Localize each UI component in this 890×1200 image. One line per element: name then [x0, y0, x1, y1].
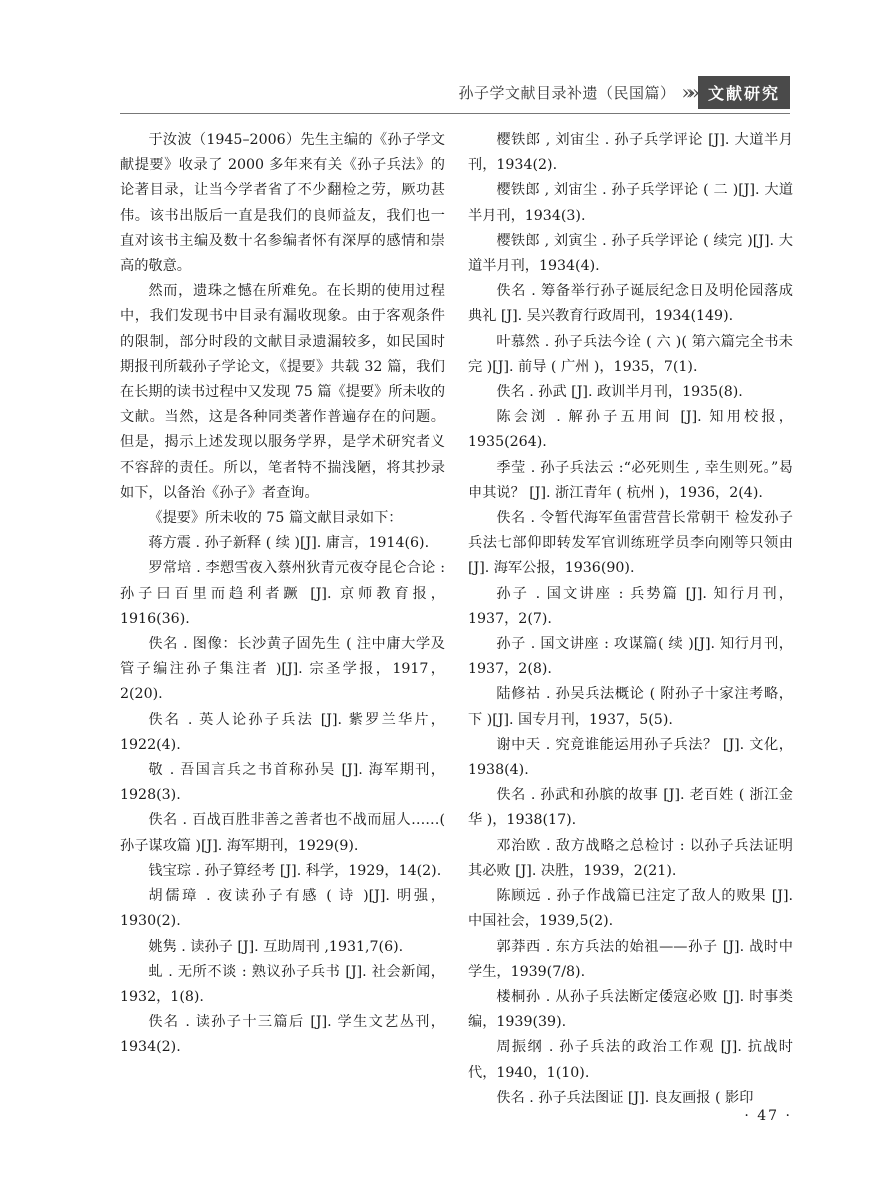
page-number: · 47 ·: [744, 1108, 792, 1124]
reference-entry: 叶慕然 . 孙子兵法今诠 ( 六 )( 第六篇完全书未完 )[J]. 前导 ( 广州 )，1935，7(1).: [468, 333, 793, 375]
reference-entry: 佚名 . 孙武和孙膑的故事 [J]. 老百姓 ( 浙江金华 )，1938(17).: [468, 787, 793, 829]
reference-entry: 佚名 . 百战百胜非善之善者也不战而屈人……( 孙子谋攻篇 )[J]. 海军期刊，1929(9).: [120, 812, 445, 854]
reference-entry: 周振纲 . 孙子兵法的政治工作观 [J]. 抗战时代，1940，1(10).: [468, 1039, 793, 1081]
reference-entry: 佚名 . 图像：长沙黄子固先生 ( 注中庸大学及管子编注孙子集注者 )[J]. 宗圣学报，1917，2(20).: [120, 636, 445, 703]
reference-entry: 郭莽西 . 东方兵法的始祖——孙子 [J]. 战时中学生，1939(7/8).: [468, 938, 793, 980]
reference-entry: 谢中天 . 究竟谁能运用孙子兵法？ [J]. 文化，1938(4).: [468, 736, 793, 779]
reference-entry: 姚隽 . 读孙子 [J]. 互助周刊 ,1931,7(6).: [148, 938, 404, 955]
reference-entry: 敬 . 吾国言兵之书首称孙吴 [J]. 海军期刊，1928(3).: [120, 762, 445, 804]
reference-entry: 孙子 . 国文讲座 : 攻谋篇( 续 )[J]. 知行月刊，1937，2(8).: [468, 636, 793, 678]
reference-entry: 胡儒璋 . 夜读孙子有感 ( 诗 )[J]. 明强，1930(2).: [120, 888, 445, 930]
paragraph: 于汝波（1945–2006）先生主编的《孙子学文献提要》收录了 2000 多年来有关《孙子兵法》的论著目录，让当今学者省了不少翻检之劳，厥功甚伟。该书出版后一直是我们的良师益友，我们也一直对该书主编及数十名参编者怀有深厚的感情和崇高的敬意。: [120, 132, 445, 275]
reference-entry: 孙子 . 国文讲座 : 兵势篇 [J]. 知行月刊，1937，2(7).: [468, 585, 793, 627]
reference-entry: 佚名 . 英人论孙子兵法 [J]. 紫罗兰华片，1922(4).: [120, 711, 445, 753]
paragraph: 然而，遗珠之憾在所难免。在长期的使用过程中，我们发现书中目录有漏收现象。由于客观条件的限制，部分时段的文献目录遗漏较多，如民国时期报刊所载孙子学论文，《提要》共载 32 篇，我们在长期的读书过程中又发现 75 篇《提要》所未收的文献。当然，这是各种同类著作普遍存在的问题。但是，揭示上述发现以服务学界，是学术研究者义不容辞的责任。所以，笔者特不揣浅陋，将其抄录如下，以备治《孙子》者查询。: [120, 283, 446, 501]
reference-entry: 楼桐孙 . 从孙子兵法断定倭寇必败 [J]. 时事类编，1939(39).: [468, 988, 793, 1031]
reference-entry: 佚名 . 孙子兵法图证 [J]. 良友画报 ( 影印: [496, 1089, 754, 1106]
right-column: [468, 128, 793, 1111]
reference-entry: 邓治欧 . 敌方战略之总检讨 : 以孙子兵法证明其必败 [J]. 决胜，1939，2(21).: [468, 837, 793, 879]
reference-entry: 陈会浏 . 解孙子五用间 [J]. 知用校报，1935(264).: [468, 409, 793, 451]
reference-entry: 陆修祜 . 孙吴兵法概论 ( 附孙子十家注考略，下 )[J]. 国专月刊，1937，5(5).: [468, 686, 793, 728]
reference-entry: 陈顾远 . 孙子作战篇已注定了敌人的败果 [J]. 中国社会，1939,5(2).: [468, 888, 793, 930]
reference-entry: 钱宝琮 . 孙子算经考 [J]. 科学，1929，14(2).: [148, 862, 442, 879]
reference-entry: 蒋方震 . 孙子新释 ( 续 )[J]. 庸言，1914(6).: [148, 535, 430, 552]
reference-entry: 佚名 . 读孙子十三篇后 [J]. 学生文艺丛刊，1934(2).: [120, 1014, 445, 1056]
reference-entry: 樱铁郎 , 刘宙尘 . 孙子兵学评论 [J]. 大道半月刊，1934(2).: [468, 132, 793, 174]
chevron-right-icon: »»: [681, 80, 694, 104]
running-title: 孙子学文献目录补遗（民国篇）: [458, 83, 676, 102]
left-column: [120, 128, 445, 1061]
reference-entry: 虬 . 无所不谈 : 熟议孙子兵书 [J]. 社会新闻，1932，1(8).: [120, 963, 445, 1005]
reference-entry: 樱铁郎 , 刘宙尘 . 孙子兵学评论 ( 二 )[J]. 大道半月刊，1934(3).: [468, 182, 793, 224]
reference-entry: 樱铁郎 , 刘寅尘 . 孙子兵学评论 ( 续完 )[J]. 大道半月刊，1934(4).: [468, 232, 793, 275]
reference-entry: 佚名 . 孙武 [J]. 政训半月刊，1935(8).: [496, 384, 743, 401]
reference-entry: 季莹 . 孙子兵法云 :“必死则生 , 幸生则死。”曷申其说？ [J]. 浙江青年 ( 杭州 )，1936，2(4).: [468, 459, 793, 501]
reference-entry: 罗常培 . 李愬雪夜入蔡州狄青元夜夺昆仑合论 : 孙子曰百里而趋利者蹶 [J]. 京师教育报，1916(36).: [120, 560, 445, 627]
header-divider: [120, 113, 790, 114]
reference-entry: 佚名 . 筹备举行孙子诞辰纪念日及明伦园落成典礼 [J]. 吴兴教育行政周刊，1934(149).: [468, 283, 793, 325]
running-header: [458, 72, 790, 112]
paragraph: 《提要》所未收的 75 篇文献目录如下：: [148, 510, 403, 527]
section-label: 文献研究: [698, 76, 790, 109]
reference-entry: 佚名 . 令暂代海军鱼雷营营长常朝干 检发孙子兵法七部仰即转发军官训练班学员李向刚等只领由 [J]. 海军公报，1936(90).: [468, 510, 793, 577]
